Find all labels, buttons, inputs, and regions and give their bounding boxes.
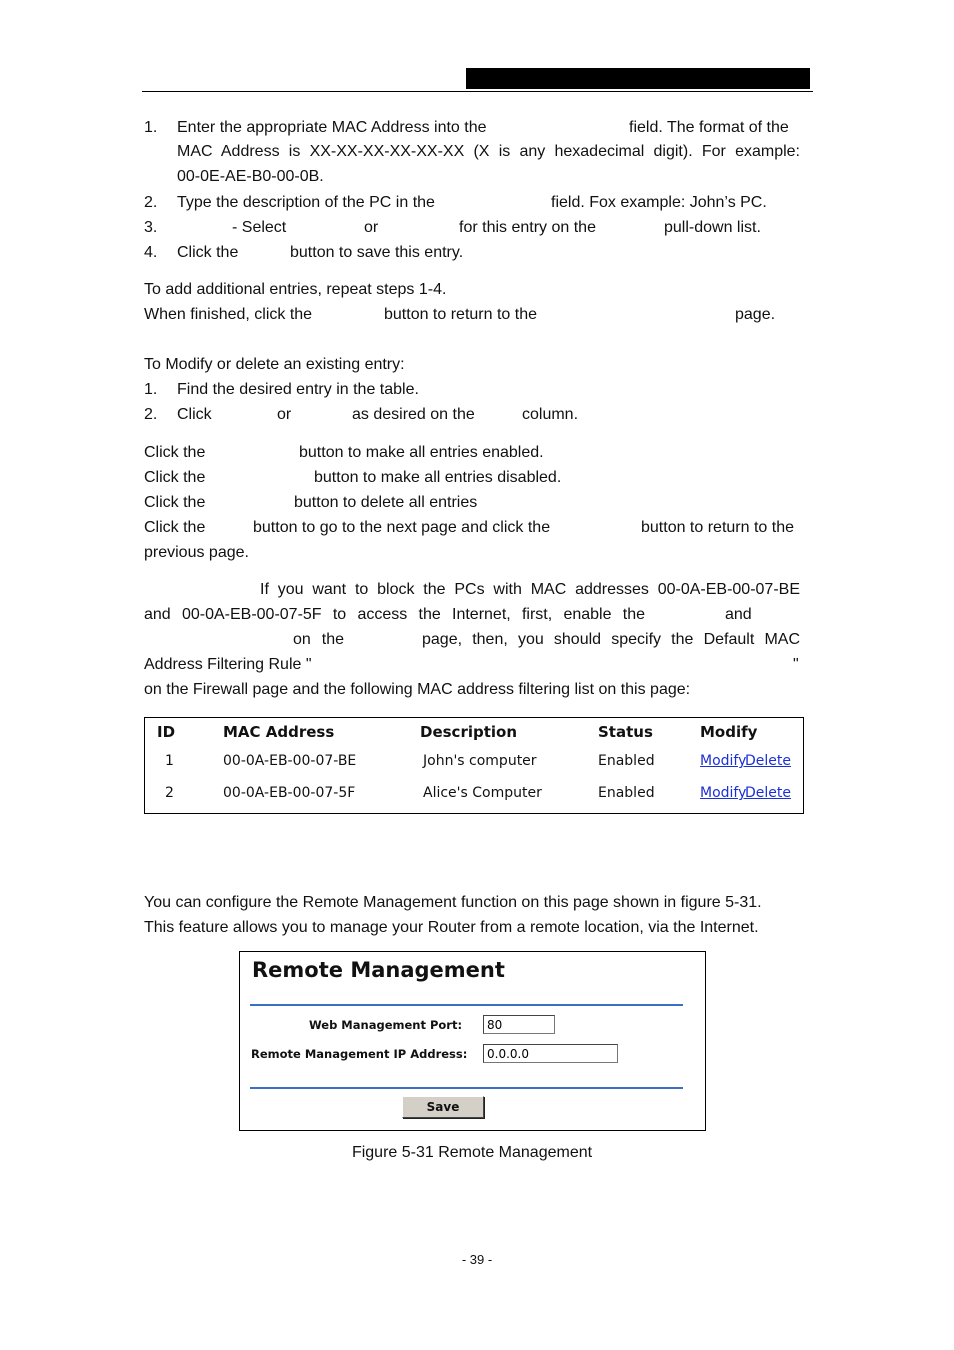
step-3-text-a: - Select (232, 219, 287, 236)
example-line-4a: Address Filtering Rule " (144, 656, 312, 673)
delete-link[interactable]: Delete (745, 753, 791, 769)
click-next-c: button to return to the (641, 519, 794, 536)
step-3-text-b: or (364, 219, 379, 236)
row-status: Enabled (598, 785, 655, 801)
click-enable-a: Click the (144, 444, 206, 461)
modify-step-2-number: 2. (144, 406, 158, 423)
step-4-text-b: button to save this entry. (290, 244, 464, 261)
step-1-line-3: 00-0E-AE-B0-00-0B. (177, 168, 324, 185)
step-2-number: 2. (144, 194, 158, 211)
click-next-a: Click the (144, 519, 206, 536)
click-enable-b: button to make all entries enabled. (299, 444, 544, 461)
para-finish-c: page. (735, 306, 776, 323)
col-header-mac: MAC Address (223, 723, 335, 741)
page-number: - 39 - (461, 1252, 493, 1267)
remote-ip-input[interactable] (483, 1044, 618, 1063)
panel-title: Remote Management (252, 958, 505, 982)
header-bar (466, 68, 810, 89)
mac-filter-table (144, 717, 804, 814)
panel-divider-bottom (250, 1087, 683, 1089)
modify-step-2-text-d: column. (522, 406, 579, 423)
click-disable-a: Click the (144, 469, 206, 486)
modify-intro: To Modify or delete an existing entry: (144, 356, 405, 373)
remote-ip-label: Remote Management IP Address: (251, 1047, 468, 1061)
example-line-5: on the Firewall page and the following MAC address filtering list on this page: (144, 681, 691, 698)
figure-caption: Figure 5-31 Remote Management (351, 1144, 593, 1161)
step-1-line-2: MAC Address is XX-XX-XX-XX-XX-XX (X is any hexadecimal digit). For example: (177, 143, 800, 160)
example-line-2b: and (725, 606, 752, 623)
col-header-status: Status (598, 723, 653, 741)
step-2-text-b: field. Fox example: John’s PC. (551, 194, 767, 211)
col-header-description: Description (420, 723, 518, 741)
para-add-entries: To add additional entries, repeat steps 1-4. (144, 281, 447, 298)
row-mac: 00-0A-EB-00-07-BE (223, 753, 357, 769)
step-2-text-a: Type the description of the PC in the (177, 194, 435, 211)
click-disable-b: button to make all entries disabled. (314, 469, 562, 486)
modify-step-2-text-c: as desired on the (352, 406, 475, 423)
remote-management-panel (239, 951, 706, 1131)
step-1-text-a: Enter the appropriate MAC Address into the (177, 119, 487, 136)
row-description: Alice's Computer (423, 785, 542, 801)
rm-intro-line-1: You can configure the Remote Management function on this page shown in figure 5-31. (144, 894, 762, 911)
web-port-input[interactable] (483, 1015, 555, 1034)
modify-step-1-number: 1. (144, 381, 158, 398)
example-line-3a: on the (293, 631, 344, 648)
step-3-number: 3. (144, 219, 158, 236)
save-button[interactable]: Save (402, 1096, 484, 1118)
col-header-modify: Modify (700, 723, 758, 741)
row-description: John's computer (423, 753, 537, 769)
header-rule (142, 91, 813, 92)
modify-step-1-text: Find the desired entry in the table. (177, 381, 419, 398)
click-delete-b: button to delete all entries (294, 494, 478, 511)
para-finish-a: When finished, click the (144, 306, 313, 323)
para-finish-b: button to return to the (384, 306, 537, 323)
click-delete-a: Click the (144, 494, 206, 511)
col-header-id: ID (157, 723, 176, 741)
modify-link[interactable]: Modify (700, 785, 747, 801)
modify-step-2-text-a: Click (177, 406, 212, 423)
row-id: 1 (165, 753, 174, 769)
step-1-text-b: field. The format of the (629, 119, 789, 136)
example-line-1: If you want to block the PCs with MAC addresses 00-0A-EB-00-07-BE (260, 581, 800, 598)
row-id: 2 (165, 785, 174, 801)
example-line-3b: page, then, you should specify the Default MAC (422, 631, 800, 648)
example-line-2a: and 00-0A-EB-00-07-5F to access the Internet, first, enable the (144, 606, 645, 623)
web-port-label: Web Management Port: (309, 1018, 463, 1032)
row-status: Enabled (598, 753, 655, 769)
delete-link[interactable]: Delete (745, 785, 791, 801)
step-3-text-c: for this entry on the (459, 219, 596, 236)
modify-link[interactable]: Modify (700, 753, 747, 769)
step-4-number: 4. (144, 244, 158, 261)
modify-step-2-text-b: or (277, 406, 292, 423)
example-line-4b: " (793, 656, 799, 673)
click-next-d: previous page. (144, 544, 249, 561)
step-3-text-d: pull-down list. (664, 219, 761, 236)
step-4-text-a: Click the (177, 244, 239, 261)
rm-intro-line-2: This feature allows you to manage your Router from a remote location, via the Internet. (144, 919, 759, 936)
click-next-b: button to go to the next page and click the (253, 519, 551, 536)
panel-divider-top (250, 1004, 683, 1006)
row-mac: 00-0A-EB-00-07-5F (223, 785, 356, 801)
step-1-number: 1. (144, 119, 158, 136)
